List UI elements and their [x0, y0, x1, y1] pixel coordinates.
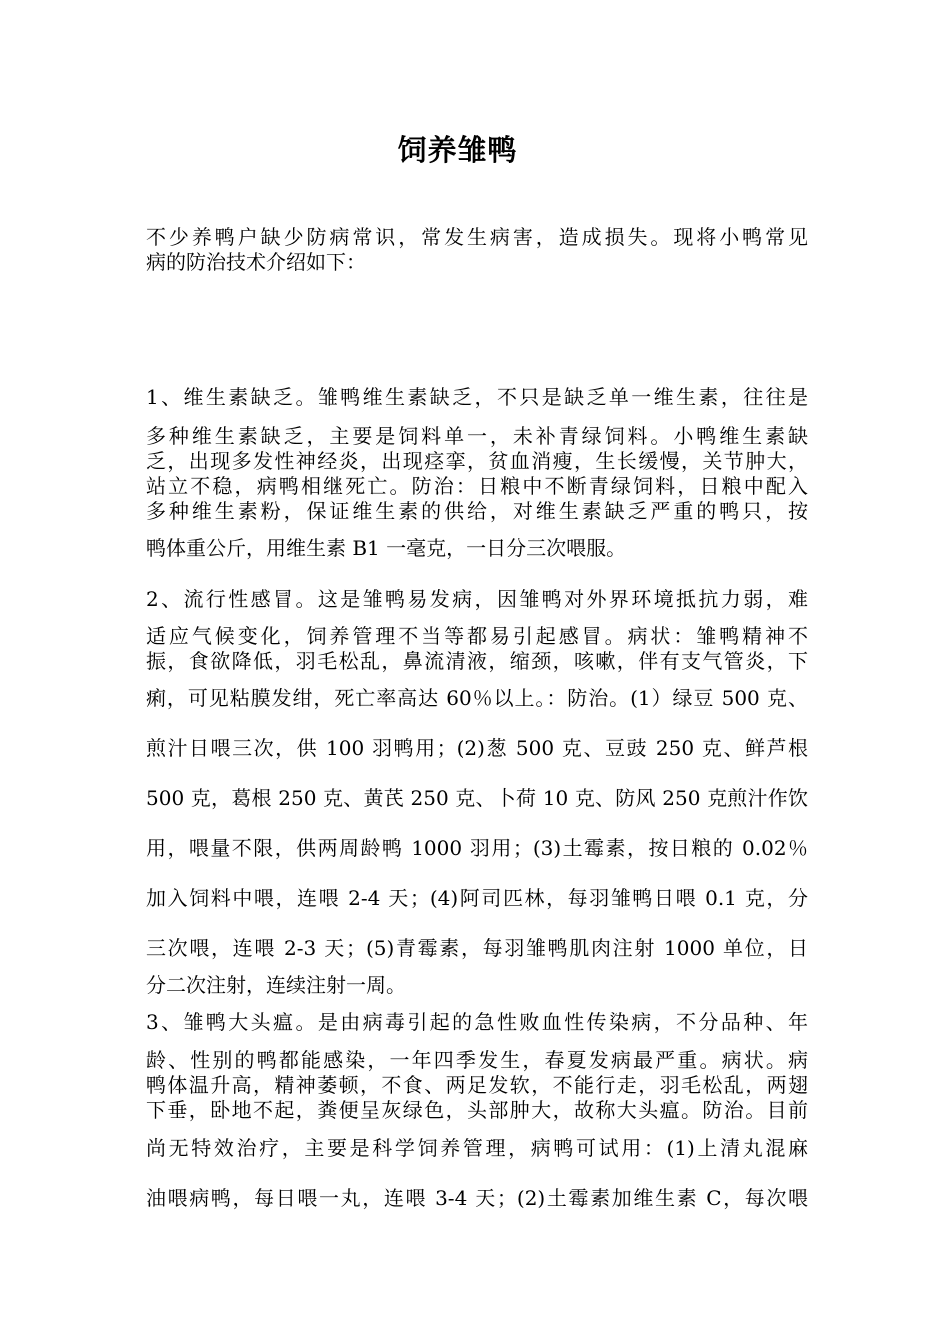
text-line: 加入饲料中喂，连喂 2-4 天；(4)阿司匹林，每羽雏鸭日喂 0.1 克，分 [146, 886, 808, 910]
text-line: 煎汁日喂三次，供 100 羽鸭用；(2)葱 500 克、豆豉 250 克、鲜芦根 [146, 736, 808, 760]
text-line: 多种维生素缺乏，主要是饲料单一，未补青绿饲料。小鸭维生素缺 [146, 424, 808, 448]
text-line: 不少养鸭户缺少防病常识，常发生病害，造成损失。现将小鸭常见 [146, 225, 808, 249]
text-line: 痢，可见粘膜发绀，死亡率高达 60％以上。：防治。(1）绿豆 500 克、 [146, 686, 808, 710]
text-line: 2、流行性感冒。这是雏鸭易发病，因雏鸭对外界环境抵抗力弱，难 [146, 587, 808, 611]
text-line: 振，食欲降低，羽毛松乱，鼻流清液，缩颈，咳嗽，伴有支气管炎，下 [146, 649, 808, 673]
text-line: 病的防治技术介绍如下： [146, 250, 366, 274]
text-line: 鸭体温升高，精神萎顿，不食、两足发软，不能行走，羽毛松乱，两翅 [146, 1073, 808, 1097]
text-line: 油喂病鸭，每日喂一丸，连喂 3-4 天；(2)土霉素加维生素 C，每次喂 [146, 1186, 808, 1210]
text-line: 用，喂量不限，供两周龄鸭 1000 羽用；(3)土霉素，按日粮的 0.02％ [146, 836, 808, 860]
text-line: 三次喂，连喂 2-3 天；(5)青霉素，每羽雏鸭肌肉注射 1000 单位，日 [146, 936, 808, 960]
text-line: 站立不稳，病鸭相继死亡。防治：日粮中不断青绿饲料，日粮中配入 [146, 474, 808, 498]
text-line: 乏，出现多发性神经炎，出现痉挛，贫血消瘦，生长缓慢，关节肿大， [146, 449, 808, 473]
text-line: 分二次注射，连续注射一周。 [146, 973, 406, 997]
text-line: 500 克，葛根 250 克、黄芪 250 克、卜荷 10 克、防风 250 克煎汁作饮 [146, 786, 808, 810]
page-title: 饲养雏鸭 [397, 133, 518, 167]
text-line: 鸭体重公斤，用维生素 B1 一毫克，一日分三次喂服。 [146, 536, 627, 560]
text-line: 3、雏鸭大头瘟。是由病毒引起的急性败血性传染病，不分品种、年 [146, 1010, 808, 1034]
text-line: 多种维生素粉，保证维生素的供给，对维生素缺乏严重的鸭只，按 [146, 499, 808, 523]
text-line: 尚无特效治疗，主要是科学饲养管理，病鸭可试用：(1)上清丸混麻 [146, 1136, 808, 1160]
text-line: 适应气候变化，饲养管理不当等都易引起感冒。病状：雏鸭精神不 [146, 624, 808, 648]
text-line: 龄、性别的鸭都能感染，一年四季发生，春夏发病最严重。病状。病 [146, 1048, 808, 1072]
text-line: 下垂，卧地不起，粪便呈灰绿色，头部肿大，故称大头瘟。防治。目前 [146, 1098, 808, 1122]
text-line: 1、维生素缺乏。雏鸭维生素缺乏，不只是缺乏单一维生素，往往是 [146, 385, 808, 409]
